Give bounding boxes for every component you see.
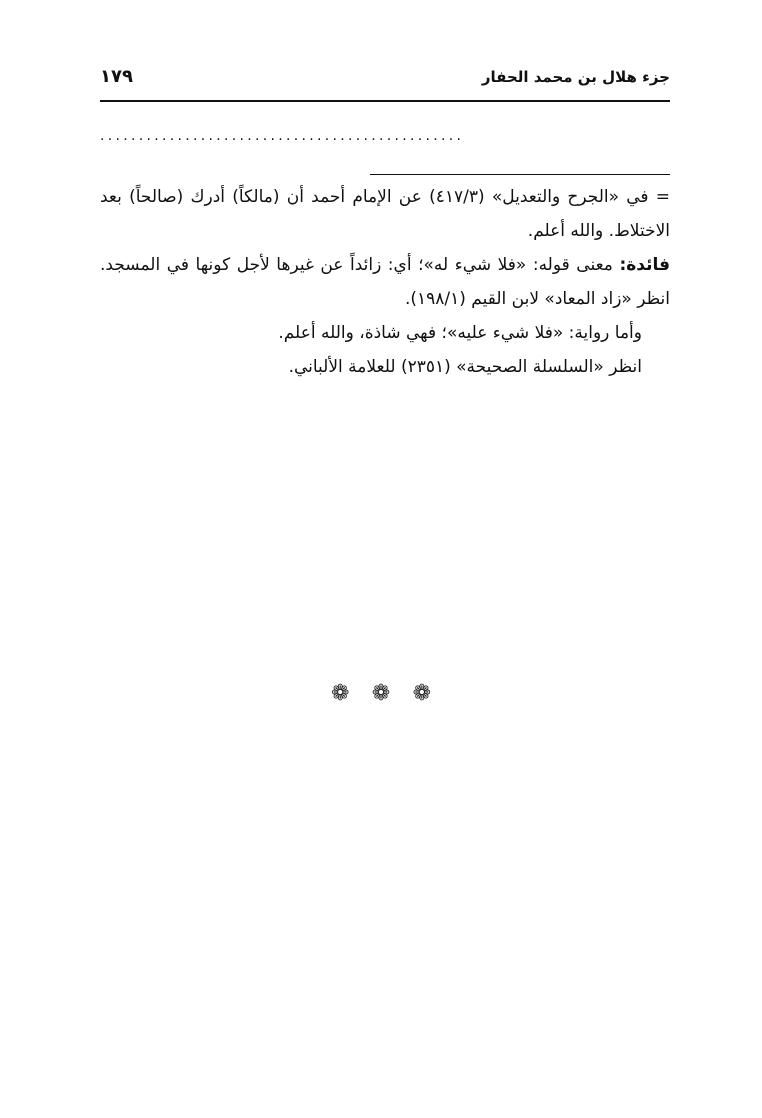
flower-ornament-icon: ❁ [412, 681, 431, 706]
footnotes [100, 180, 670, 384]
header-rule [100, 100, 670, 102]
footnote-continuation: = في «الجرح والتعديل» (٤١٧/٣) عن الإمام أحمد أن (مالكاً) أدرك (صالحاً) بعد الاختلاط. والله أعلم. [100, 187, 671, 241]
elision-dots: ............................................... [100, 128, 465, 144]
footnote-reference: انظر «السلسلة الصحيحة» (٢٣٥١) للعلامة الألباني. [288, 357, 642, 377]
running-title: جزء هلال بن محمد الحفار [481, 68, 670, 86]
footnote-separator [370, 174, 670, 175]
flower-ornament-icon: ❁ [331, 681, 350, 706]
footnote-benefit [100, 248, 670, 316]
page-header [100, 62, 670, 96]
flower-ornament-icon: ❁ [371, 681, 391, 706]
benefit-text: معنى قوله: «فلا شيء له»؛ أي: زائداً عن غيرها لأجل كونها في المسجد. انظر «زاد المعاد» لابن القيم (١٩٨/١). [100, 255, 670, 309]
footnote-riwaya: وأما رواية: «فلا شيء عليه»؛ فهي شاذة، والله أعلم. [278, 323, 642, 343]
benefit-label: فائدة: [619, 255, 671, 275]
page-number: ١٧٩ [100, 66, 133, 87]
section-end-ornament [331, 681, 431, 706]
